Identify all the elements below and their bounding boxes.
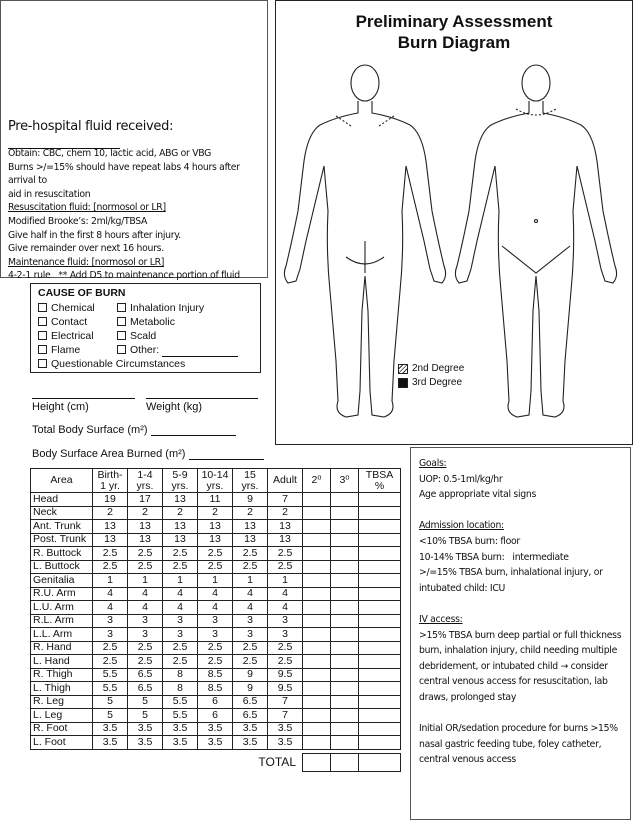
area-cell: L. Buttock (31, 560, 93, 574)
entry-cell[interactable] (331, 506, 359, 520)
percent-cell: 1 (128, 574, 163, 588)
entry-cell[interactable] (359, 574, 401, 588)
percent-cell: 7 (268, 709, 303, 723)
percent-cell: 2.5 (128, 655, 163, 669)
table-row (31, 614, 401, 628)
percent-cell: 2 (128, 506, 163, 520)
entry-cell[interactable] (331, 655, 359, 669)
entry-cell[interactable] (331, 587, 359, 601)
percent-cell: 13 (233, 520, 268, 534)
entry-cell[interactable] (303, 709, 331, 723)
percent-cell: 3.5 (268, 722, 303, 736)
area-cell: R. Hand (31, 641, 93, 655)
percent-cell: 13 (198, 520, 233, 534)
table-row (31, 709, 401, 723)
entry-cell[interactable] (359, 533, 401, 547)
entry-cell[interactable] (331, 560, 359, 574)
percent-cell: 1 (268, 574, 303, 588)
body-front-figure (455, 65, 616, 417)
entry-cell[interactable] (303, 493, 331, 507)
percent-cell: 2.5 (93, 560, 128, 574)
percent-cell: 13 (128, 520, 163, 534)
percent-cell: 8 (163, 668, 198, 682)
checkbox-other[interactable]: Other: (117, 343, 238, 357)
entry-cell[interactable] (331, 533, 359, 547)
column-header: Adult (268, 469, 303, 493)
column-header: 3⁰ (331, 469, 359, 493)
percent-cell: 3.5 (268, 736, 303, 750)
percent-cell: 2.5 (233, 560, 268, 574)
tbsa-table (30, 468, 401, 772)
percent-cell: 9 (233, 668, 268, 682)
percent-cell: 9 (233, 682, 268, 696)
percent-cell: 13 (163, 493, 198, 507)
percent-cell: 6.5 (128, 682, 163, 696)
percent-cell: 13 (233, 533, 268, 547)
entry-cell[interactable] (303, 506, 331, 520)
initial-procedure-text: Initial OR/sedation procedure for burns >15% nasal gastric feeding tube, foley catheter, central venous access (419, 723, 618, 766)
entry-cell[interactable] (303, 574, 331, 588)
percent-cell: 5 (128, 695, 163, 709)
entry-cell[interactable] (359, 709, 401, 723)
percent-cell: 2.5 (198, 547, 233, 561)
percent-cell: 1 (93, 574, 128, 588)
diagram-title: Preliminary Assessment Burn Diagram (355, 12, 553, 52)
area-cell: L.U. Arm (31, 601, 93, 615)
percent-cell: 6.5 (233, 709, 268, 723)
entry-cell[interactable] (359, 668, 401, 682)
goals-box: Goals: UOP: 0.5-1ml/kg/hr Age appropriate vital signs Admission location: <10% TBSA burn: floor 10-14% TBSA burn: intermediate >/=15% TBSA burn, inhalational injury, or intubated child: ICU IV access: >15% TBSA burn deep partial or full thickness burn, inhalation injury, child needing multiple debridement, or intubated child → consider central venous access for resuscitation, lab draws, prolonged stay Initial OR/sedation procedure for burns >15% nasal gastric feeding tube, foley catheter, central venous access (410, 447, 631, 820)
area-cell: R.L. Arm (31, 614, 93, 628)
percent-cell: 13 (93, 520, 128, 534)
total-cell[interactable] (359, 753, 401, 771)
percent-cell: 9 (233, 493, 268, 507)
column-header: 15 yrs. (233, 469, 268, 493)
entry-cell[interactable] (331, 682, 359, 696)
percent-cell: 2.5 (163, 655, 198, 669)
percent-cell: 9.5 (268, 668, 303, 682)
maintenance-line: 4-2-1 rule ** Add D5 to maintenance portion of fluid (8, 270, 240, 282)
area-cell: Ant. Trunk (31, 520, 93, 534)
checkbox-scald[interactable]: Scald (117, 329, 156, 343)
percent-cell: 3.5 (128, 736, 163, 750)
percent-cell: 2.5 (268, 547, 303, 561)
percent-cell: 3.5 (198, 722, 233, 736)
entry-cell[interactable] (359, 722, 401, 736)
cause-title: CAUSE OF BURN (38, 287, 126, 299)
area-cell: Genitalia (31, 574, 93, 588)
iv-text: >15% TBSA burn deep partial or full thickness burn, inhalation injury, child needing multiple debridement, or intubated child → consider central venous access for resuscitation, lab draws, prolonged stay (419, 629, 622, 703)
percent-cell: 19 (93, 493, 128, 507)
labs-line: Obtain: CBC, chem 10, lactic acid, ABG or VBG (8, 148, 212, 159)
percent-cell: 5 (128, 709, 163, 723)
percent-cell: 2 (163, 506, 198, 520)
entry-cell[interactable] (303, 641, 331, 655)
percent-cell: 6.5 (233, 695, 268, 709)
entry-cell[interactable] (331, 493, 359, 507)
percent-cell: 17 (128, 493, 163, 507)
percent-cell: 3.5 (163, 722, 198, 736)
column-header: 5-9 yrs. (163, 469, 198, 493)
percent-cell: 4 (268, 587, 303, 601)
percent-cell: 2.5 (233, 641, 268, 655)
entry-cell[interactable] (331, 736, 359, 750)
percent-cell: 1 (198, 574, 233, 588)
percent-cell: 2.5 (163, 547, 198, 561)
entry-cell[interactable] (331, 574, 359, 588)
percent-cell: 3 (268, 628, 303, 642)
entry-cell[interactable] (359, 682, 401, 696)
percent-cell: 2.5 (198, 641, 233, 655)
entry-cell[interactable] (359, 614, 401, 628)
entry-cell[interactable] (303, 547, 331, 561)
percent-cell: 3.5 (233, 736, 268, 750)
percent-cell: 7 (268, 695, 303, 709)
area-cell: Neck (31, 506, 93, 520)
bsa-burned-field[interactable]: Body Surface Area Burned (m²) (32, 448, 264, 460)
percent-cell: 2.5 (93, 641, 128, 655)
percent-cell: 4 (128, 601, 163, 615)
percent-cell: 3 (93, 614, 128, 628)
percent-cell: 8.5 (198, 682, 233, 696)
column-header: TBSA % (359, 469, 401, 493)
table-row (31, 682, 401, 696)
percent-cell: 2.5 (128, 560, 163, 574)
percent-cell: 3 (268, 614, 303, 628)
percent-cell: 4 (268, 601, 303, 615)
percent-cell: 7 (268, 493, 303, 507)
percent-cell: 1 (233, 574, 268, 588)
percent-cell: 2.5 (268, 560, 303, 574)
percent-cell: 3 (233, 628, 268, 642)
entry-cell[interactable] (331, 614, 359, 628)
hatched-swatch-icon (398, 364, 408, 374)
entry-cell[interactable] (303, 682, 331, 696)
percent-cell: 5.5 (163, 695, 198, 709)
table-row (31, 506, 401, 520)
percent-cell: 5.5 (93, 668, 128, 682)
column-header: 10-14 yrs. (198, 469, 233, 493)
table-row (31, 722, 401, 736)
resus-line: Give remainder over next 16 hours. (8, 243, 164, 255)
area-cell: Post. Trunk (31, 533, 93, 547)
table-row (31, 560, 401, 574)
area-cell: R. Buttock (31, 547, 93, 561)
table-row (31, 520, 401, 534)
area-cell: L. Hand (31, 655, 93, 669)
table-row (31, 695, 401, 709)
percent-cell: 2.5 (233, 547, 268, 561)
entry-cell[interactable] (331, 547, 359, 561)
entry-cell[interactable] (303, 560, 331, 574)
checkbox-inhalation[interactable]: Inhalation Injury (117, 301, 204, 315)
weight-field[interactable]: Weight (kg) (146, 398, 258, 413)
entry-cell[interactable] (303, 722, 331, 736)
area-cell: R.U. Arm (31, 587, 93, 601)
burn-diagram-box (275, 0, 633, 445)
percent-cell: 3.5 (233, 722, 268, 736)
entry-cell[interactable] (331, 722, 359, 736)
percent-cell: 13 (268, 520, 303, 534)
resus-line: Give half in the first 8 hours after injury. (8, 229, 181, 241)
percent-cell: 2.5 (268, 641, 303, 655)
percent-cell: 5.5 (93, 682, 128, 696)
entry-cell[interactable] (303, 601, 331, 615)
percent-cell: 2.5 (128, 641, 163, 655)
iv-heading: IV access: (419, 613, 463, 625)
cause-of-burn-box (30, 283, 261, 373)
percent-cell: 13 (268, 533, 303, 547)
total-cell[interactable] (331, 753, 359, 771)
percent-cell: 5 (93, 695, 128, 709)
percent-cell: 4 (93, 601, 128, 615)
entry-cell[interactable] (359, 560, 401, 574)
table-row (31, 547, 401, 561)
entry-cell[interactable] (303, 614, 331, 628)
legend-2nd-degree: 2nd Degree (398, 363, 464, 374)
percent-cell: 4 (93, 587, 128, 601)
area-cell: R. Leg (31, 695, 93, 709)
percent-cell: 2.5 (93, 547, 128, 561)
percent-cell: 3 (163, 614, 198, 628)
column-header: Birth- 1 yr. (93, 469, 128, 493)
column-header: 1-4 yrs. (128, 469, 163, 493)
percent-cell: 4 (233, 587, 268, 601)
percent-cell: 2.5 (128, 547, 163, 561)
area-cell: L. Foot (31, 736, 93, 750)
area-cell: L. Leg (31, 709, 93, 723)
entry-cell[interactable] (303, 587, 331, 601)
percent-cell: 3.5 (93, 722, 128, 736)
table-row (31, 493, 401, 507)
checkbox-metabolic[interactable]: Metabolic (117, 315, 175, 329)
percent-cell: 2 (233, 506, 268, 520)
percent-cell: 2.5 (163, 641, 198, 655)
prehospital-fluid-field[interactable]: Pre-hospital fluid received: (8, 119, 267, 149)
entry-cell[interactable] (303, 668, 331, 682)
total-label: TOTAL (258, 754, 296, 769)
entry-cell[interactable] (303, 628, 331, 642)
resuscitation-heading: Resuscitation fluid: [normosol or LR] (8, 202, 166, 214)
fluid-instructions-box (0, 0, 268, 282)
table-row (31, 587, 401, 601)
goals-heading: Goals: (419, 458, 447, 469)
table-row (31, 574, 401, 588)
checkbox-flame[interactable]: Flame (38, 343, 117, 357)
entry-cell[interactable] (303, 655, 331, 669)
percent-cell: 13 (128, 533, 163, 547)
entry-cell[interactable] (303, 533, 331, 547)
percent-cell: 13 (198, 533, 233, 547)
percent-cell: 2.5 (198, 560, 233, 574)
table-row (31, 641, 401, 655)
entry-cell[interactable] (359, 547, 401, 561)
percent-cell: 6.5 (128, 668, 163, 682)
column-header: 2⁰ (303, 469, 331, 493)
total-cell[interactable] (303, 753, 331, 771)
entry-cell[interactable] (331, 601, 359, 615)
table-row (31, 628, 401, 642)
legend-3rd-degree: 3rd Degree (398, 377, 462, 388)
entry-cell[interactable] (359, 628, 401, 642)
percent-cell: 2.5 (198, 655, 233, 669)
percent-cell: 3.5 (128, 722, 163, 736)
table-row (31, 736, 401, 750)
total-body-surface-field[interactable]: Total Body Surface (m²) (32, 424, 236, 436)
percent-cell: 1 (163, 574, 198, 588)
entry-cell[interactable] (359, 695, 401, 709)
entry-cell[interactable] (359, 655, 401, 669)
percent-cell: 4 (163, 601, 198, 615)
percent-cell: 3 (128, 628, 163, 642)
percent-cell: 8 (163, 682, 198, 696)
percent-cell: 4 (163, 587, 198, 601)
checkbox-questionable[interactable]: Questionable Circumstances (38, 357, 185, 371)
entry-cell[interactable] (359, 493, 401, 507)
entry-cell[interactable] (331, 695, 359, 709)
entry-cell[interactable] (359, 587, 401, 601)
resus-line: Modified Brooke’s: 2ml/kg/TBSA (8, 215, 148, 227)
percent-cell: 2 (198, 506, 233, 520)
percent-cell: 2.5 (93, 655, 128, 669)
percent-cell: 3 (93, 628, 128, 642)
percent-cell: 3.5 (93, 736, 128, 750)
solid-swatch-icon (398, 378, 408, 388)
percent-cell: 13 (163, 520, 198, 534)
entry-cell[interactable] (303, 520, 331, 534)
percent-cell: 5 (93, 709, 128, 723)
labs-line: Burns >/=15% should have repeat labs 4 hours after arrival to (8, 161, 240, 187)
percent-cell: 3.5 (163, 736, 198, 750)
percent-cell: 4 (128, 587, 163, 601)
entry-cell[interactable] (303, 695, 331, 709)
percent-cell: 6 (198, 709, 233, 723)
entry-cell[interactable] (331, 628, 359, 642)
percent-cell: 5.5 (163, 709, 198, 723)
percent-cell: 8.5 (198, 668, 233, 682)
percent-cell: 3 (233, 614, 268, 628)
percent-cell: 2 (268, 506, 303, 520)
area-cell: L.L. Arm (31, 628, 93, 642)
entry-cell[interactable] (359, 520, 401, 534)
table-row (31, 533, 401, 547)
entry-cell[interactable] (359, 506, 401, 520)
checkbox-chemical[interactable]: Chemical (38, 301, 117, 315)
percent-cell: 3.5 (198, 736, 233, 750)
admission-heading: Admission location: (419, 520, 504, 532)
percent-cell: 2.5 (233, 655, 268, 669)
percent-cell: 6 (198, 695, 233, 709)
labs-line: aid in resuscitation (8, 188, 91, 200)
entry-cell[interactable] (331, 709, 359, 723)
percent-cell: 3 (198, 628, 233, 642)
percent-cell: 2.5 (268, 655, 303, 669)
percent-cell: 4 (198, 601, 233, 615)
table-row (31, 655, 401, 669)
percent-cell: 9.5 (268, 682, 303, 696)
entry-cell[interactable] (303, 736, 331, 750)
maintenance-heading: Maintenance fluid: [normosol or LR] (8, 256, 165, 268)
percent-cell: 2 (93, 506, 128, 520)
area-cell: R. Thigh (31, 668, 93, 682)
percent-cell: 4 (233, 601, 268, 615)
checkbox-electrical[interactable]: Electrical (38, 329, 117, 343)
percent-cell: 3 (128, 614, 163, 628)
entry-cell[interactable] (331, 668, 359, 682)
percent-cell: 2.5 (163, 560, 198, 574)
total-row (31, 753, 401, 771)
percent-cell: 13 (93, 533, 128, 547)
table-row (31, 601, 401, 615)
percent-cell: 11 (198, 493, 233, 507)
column-header: Area (31, 469, 93, 493)
area-cell: L. Thigh (31, 682, 93, 696)
percent-cell: 4 (198, 587, 233, 601)
entry-cell[interactable] (359, 736, 401, 750)
entry-cell[interactable] (359, 641, 401, 655)
area-cell: Head (31, 493, 93, 507)
entry-cell[interactable] (331, 641, 359, 655)
table-row (31, 668, 401, 682)
percent-cell: 3 (163, 628, 198, 642)
entry-cell[interactable] (331, 520, 359, 534)
percent-cell: 3 (198, 614, 233, 628)
entry-cell[interactable] (359, 601, 401, 615)
percent-cell: 13 (163, 533, 198, 547)
height-field[interactable]: Height (cm) (32, 398, 135, 413)
area-cell: R. Foot (31, 722, 93, 736)
checkbox-contact[interactable]: Contact (38, 315, 117, 329)
